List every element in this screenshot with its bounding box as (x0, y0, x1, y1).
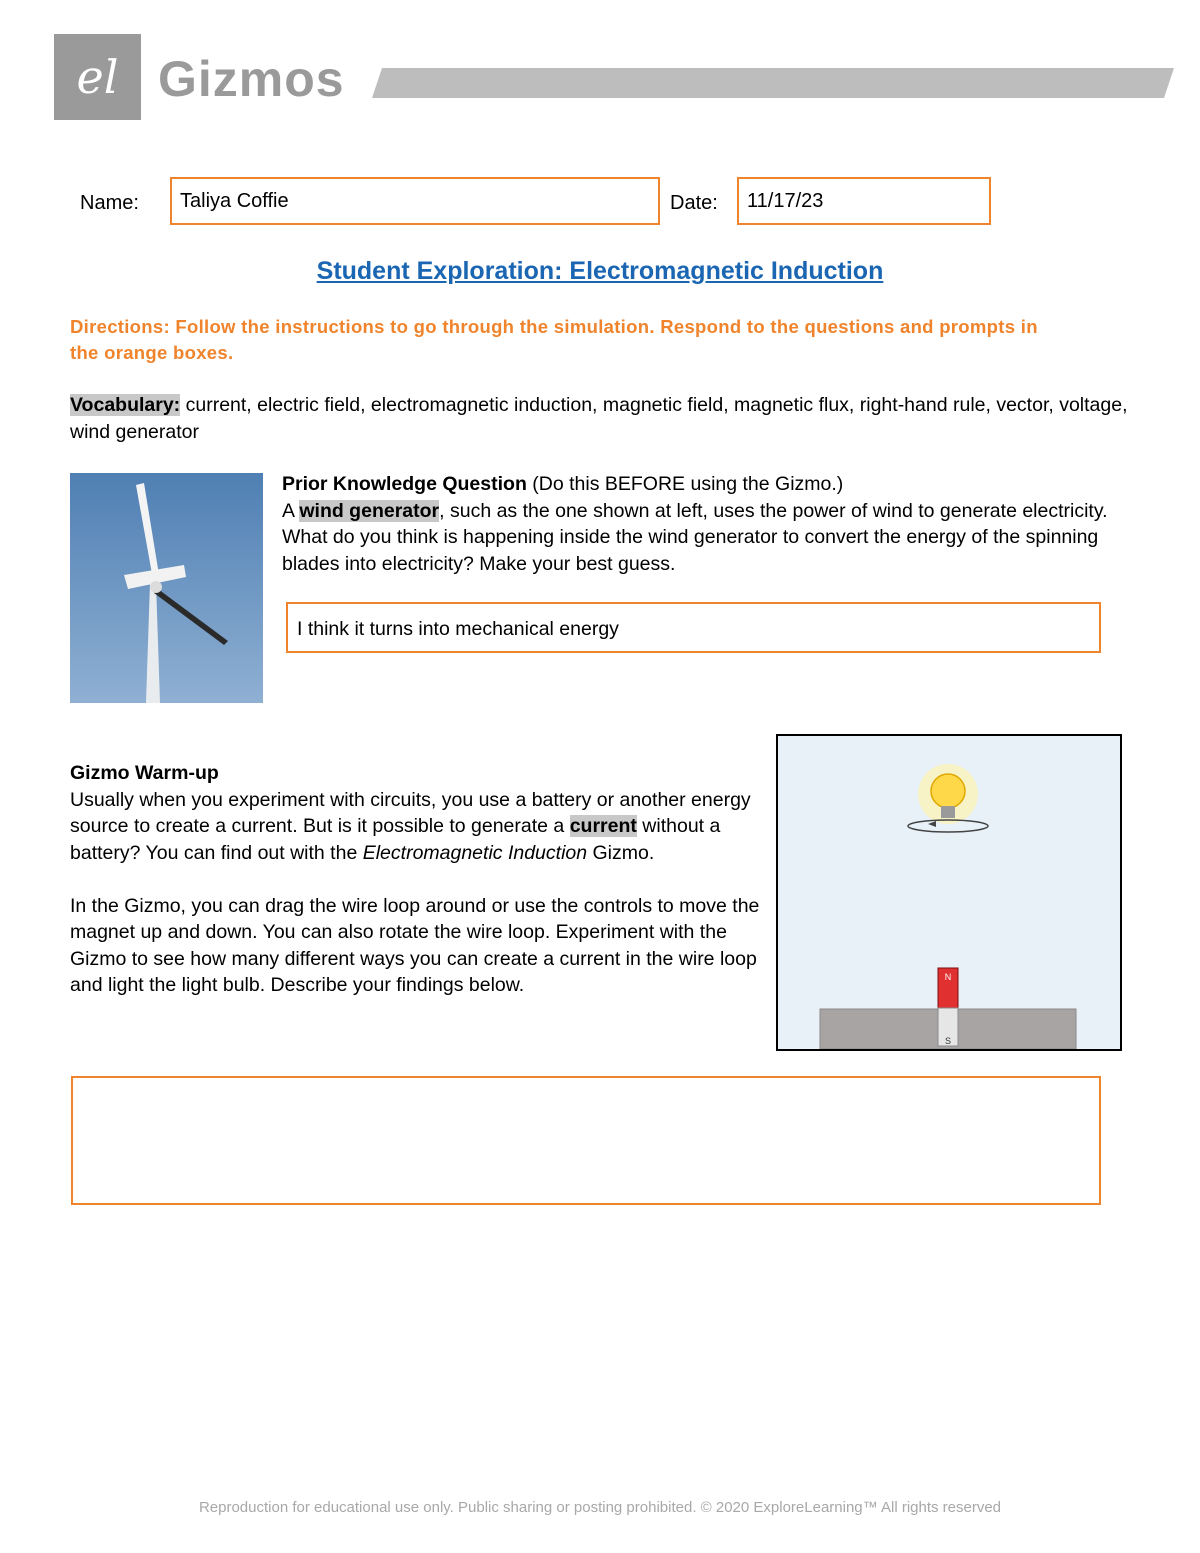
explorelearning-logo-icon: el (76, 50, 119, 104)
vocabulary-label: Vocabulary: (70, 394, 181, 416)
directions: Directions: Follow the instructions to go through the simulation. Respond to the questions and prompts in the orange boxes. (70, 316, 1038, 363)
vocabulary (70, 392, 1130, 446)
header-bar (372, 68, 1174, 98)
date-value: 11/17/23 (747, 190, 824, 212)
warmup-p1-b: without a battery? You can find out with the (70, 815, 721, 864)
prior-knowledge-answer: I think it turns into mechanical energy (297, 618, 619, 640)
prior-text-b: , such as the one shown at left, uses the power of wind to generate electricity. What do you think is happening inside the wind generator to convert the energy of the spinning blades into electricity? Make your best guess. (282, 499, 1108, 575)
name-label: Name: (80, 192, 139, 214)
warmup-gizmo-name: Electromagnetic Induction (362, 841, 588, 864)
prior-text-a: A (282, 499, 300, 522)
warmup-answer (73, 1078, 1099, 1104)
term-current: current (569, 815, 637, 837)
page-title: Student Exploration: Electromagnetic Induction (316, 257, 884, 285)
footer-copyright: Reproduction for educational use only. Public sharing or posting prohibited. © 2020 ExploreLearning™ All rights reserved (198, 1499, 1002, 1516)
gizmo-warmup (70, 760, 760, 999)
warmup-p1-c: Gizmo. (587, 841, 655, 864)
wind-generator-image (70, 473, 263, 703)
name-value: Taliya Coffie (180, 190, 289, 212)
warmup-answer-box[interactable] (71, 1076, 1101, 1205)
brand-name: Gizmos (158, 51, 345, 107)
gizmo-screenshot (776, 734, 1122, 1051)
warmup-p2: In the Gizmo, you can drag the wire loop around or use the controls to move the magnet up and down. You can also rotate the wire loop. Experiment with the Gizmo to see how many different ways you can create a current in the wire loop and light the light bulb. Describe your findings below. (70, 894, 760, 996)
prior-knowledge-answer-box[interactable] (286, 602, 1101, 653)
warmup-heading: Gizmo Warm-up (70, 762, 219, 784)
prior-knowledge-heading: Prior Knowledge Question (282, 473, 527, 495)
prior-knowledge-note: (Do this BEFORE using the Gizmo.) (526, 473, 844, 495)
name-field[interactable] (170, 177, 660, 225)
date-field[interactable] (737, 177, 991, 225)
magnet-south-label: S (944, 1036, 952, 1046)
magnet-north-label: N (944, 972, 952, 982)
prior-knowledge-question (282, 471, 1142, 577)
date-label: Date: (670, 192, 718, 214)
term-wind-generator: wind generator (299, 499, 440, 522)
warmup-p1-a: Usually when you experiment with circuits, you use a battery or another energy source to create a current. But is it possible to generate a (70, 788, 751, 837)
vocabulary-list: current, electric field, electromagnetic induction, magnetic field, magnetic flux, right-hand rule, vector, voltage, wind generator (70, 394, 1128, 443)
gizmo-scene (778, 736, 1120, 1049)
